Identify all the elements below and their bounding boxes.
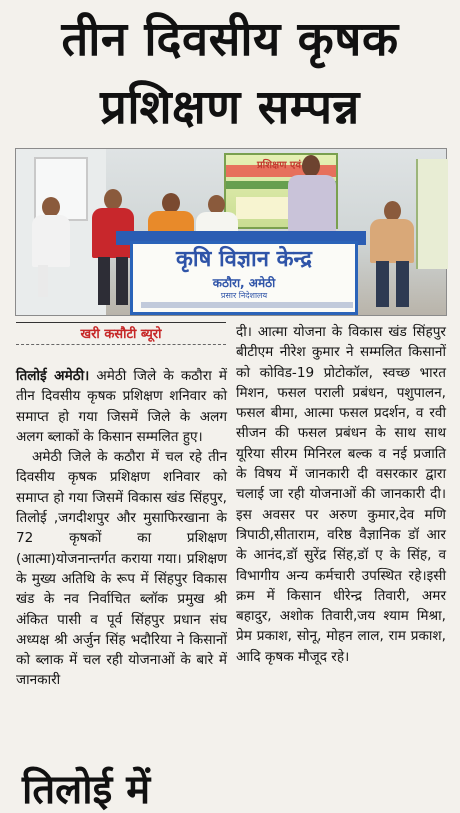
article-column-1 [16, 366, 227, 691]
dateline: तिलोई अमेठी। [16, 368, 90, 384]
article-paragraph-2: अमेठी जिले के कठौरा में चल रहे तीन दिवसीय कृषक प्रशिक्षण शनिवार को समाप्त हो गया जिसमें विकास खंड सिंहपुर, तिलोई ,जगदीशपुर और मुसाफिरखाना के 72 कृषकों का प्रशिक्षण (आत्मा)योजनान्तर्गत कराया गया। प्रशिक्षण के मुख्य अतिथि के रूप में सिंहपुर विकास खंड के नव निर्वाचित ब्लॉक प्रमुख श्री अंकित पासी व पूर्व सिंहपुर प्रधान संघ अध्यक्ष श्री अर्जुन सिंह भदौरिया ने किसानों को ब्लाक में चल रही योजनाओं के बारे में जानकारी [16, 449, 227, 689]
headline [0, 6, 460, 142]
intro-text: अमेठी जिले के कठौरा में तीन दिवसीय कृषक प्रशिक्षण शनिवार को समाप्त हो गया जिसमें जिले के अलग अलग ब्लाकों के किसान सम्मलित हुए। [16, 368, 228, 445]
banner-small-text: प्रसार निदेशालय [220, 291, 268, 300]
byline [16, 322, 226, 344]
article-paragraph-3: दी। आत्मा योजना के विकास खंड सिंहपुर बीटीएम नीरेश कुमार ने सम्मलित किसानों को कोविड-19 प्रोटोकॉल, स्वच्छ भारत मिशन, फसल पराली प्रबंधन, पशुपालन, फसल बीमा, आत्मा फसल प्रदर्शन, व रवी सीजन की फसल प्रबंधन के साथ साथ यूरिया सीरम मिनिरल बल्क व नई प्रजाति के विषय में जानकारी दी वसरकार द्वारा चलाई जा रही योजनाओं की जानकारी दी। इस अवसर पर अरुण कुमार,देव मणि त्रिपाठी,सीताराम, वरिष्ठ वैज्ञानिक डॉ आर के आनंद,डॉ सुरेंद्र सिंह,डॉ ए के सिंह, व विभागीय अन्य कर्मचारी उपस्थित रहे।इसी क्रम में किसान धीरेन्द्र तिवारी, अमर बहादुर, अशोक तिवारी,जय श्याम मिश्रा, प्रेम प्रकाश, सोनू, मोहन लाल, राम प्रकाश, आदि कृषक मौजूद रहे। [236, 324, 446, 665]
headline-line-1: तीन दिवसीय कृषक [61, 12, 399, 67]
photo-banner [130, 241, 358, 315]
banner-subtitle: कठौरा, अमेठी [212, 276, 276, 290]
headline-line-2: प्रशिक्षण सम्पन्न [100, 80, 360, 135]
photo-side-poster [416, 159, 448, 269]
article-intro [16, 366, 227, 447]
byline-name: खरी कसौटी ब्यूरो [80, 327, 162, 342]
news-photo [15, 148, 447, 316]
poster-text: प्रशिक्षण एवं [256, 160, 302, 171]
banner-title: कृषि विज्ञान केन्द्र [176, 247, 312, 272]
article-column-2 [236, 322, 446, 667]
byline-rule-top [16, 322, 226, 323]
byline-rule-bottom [16, 344, 226, 345]
next-headline-fragment: तिलोई में [22, 767, 151, 813]
